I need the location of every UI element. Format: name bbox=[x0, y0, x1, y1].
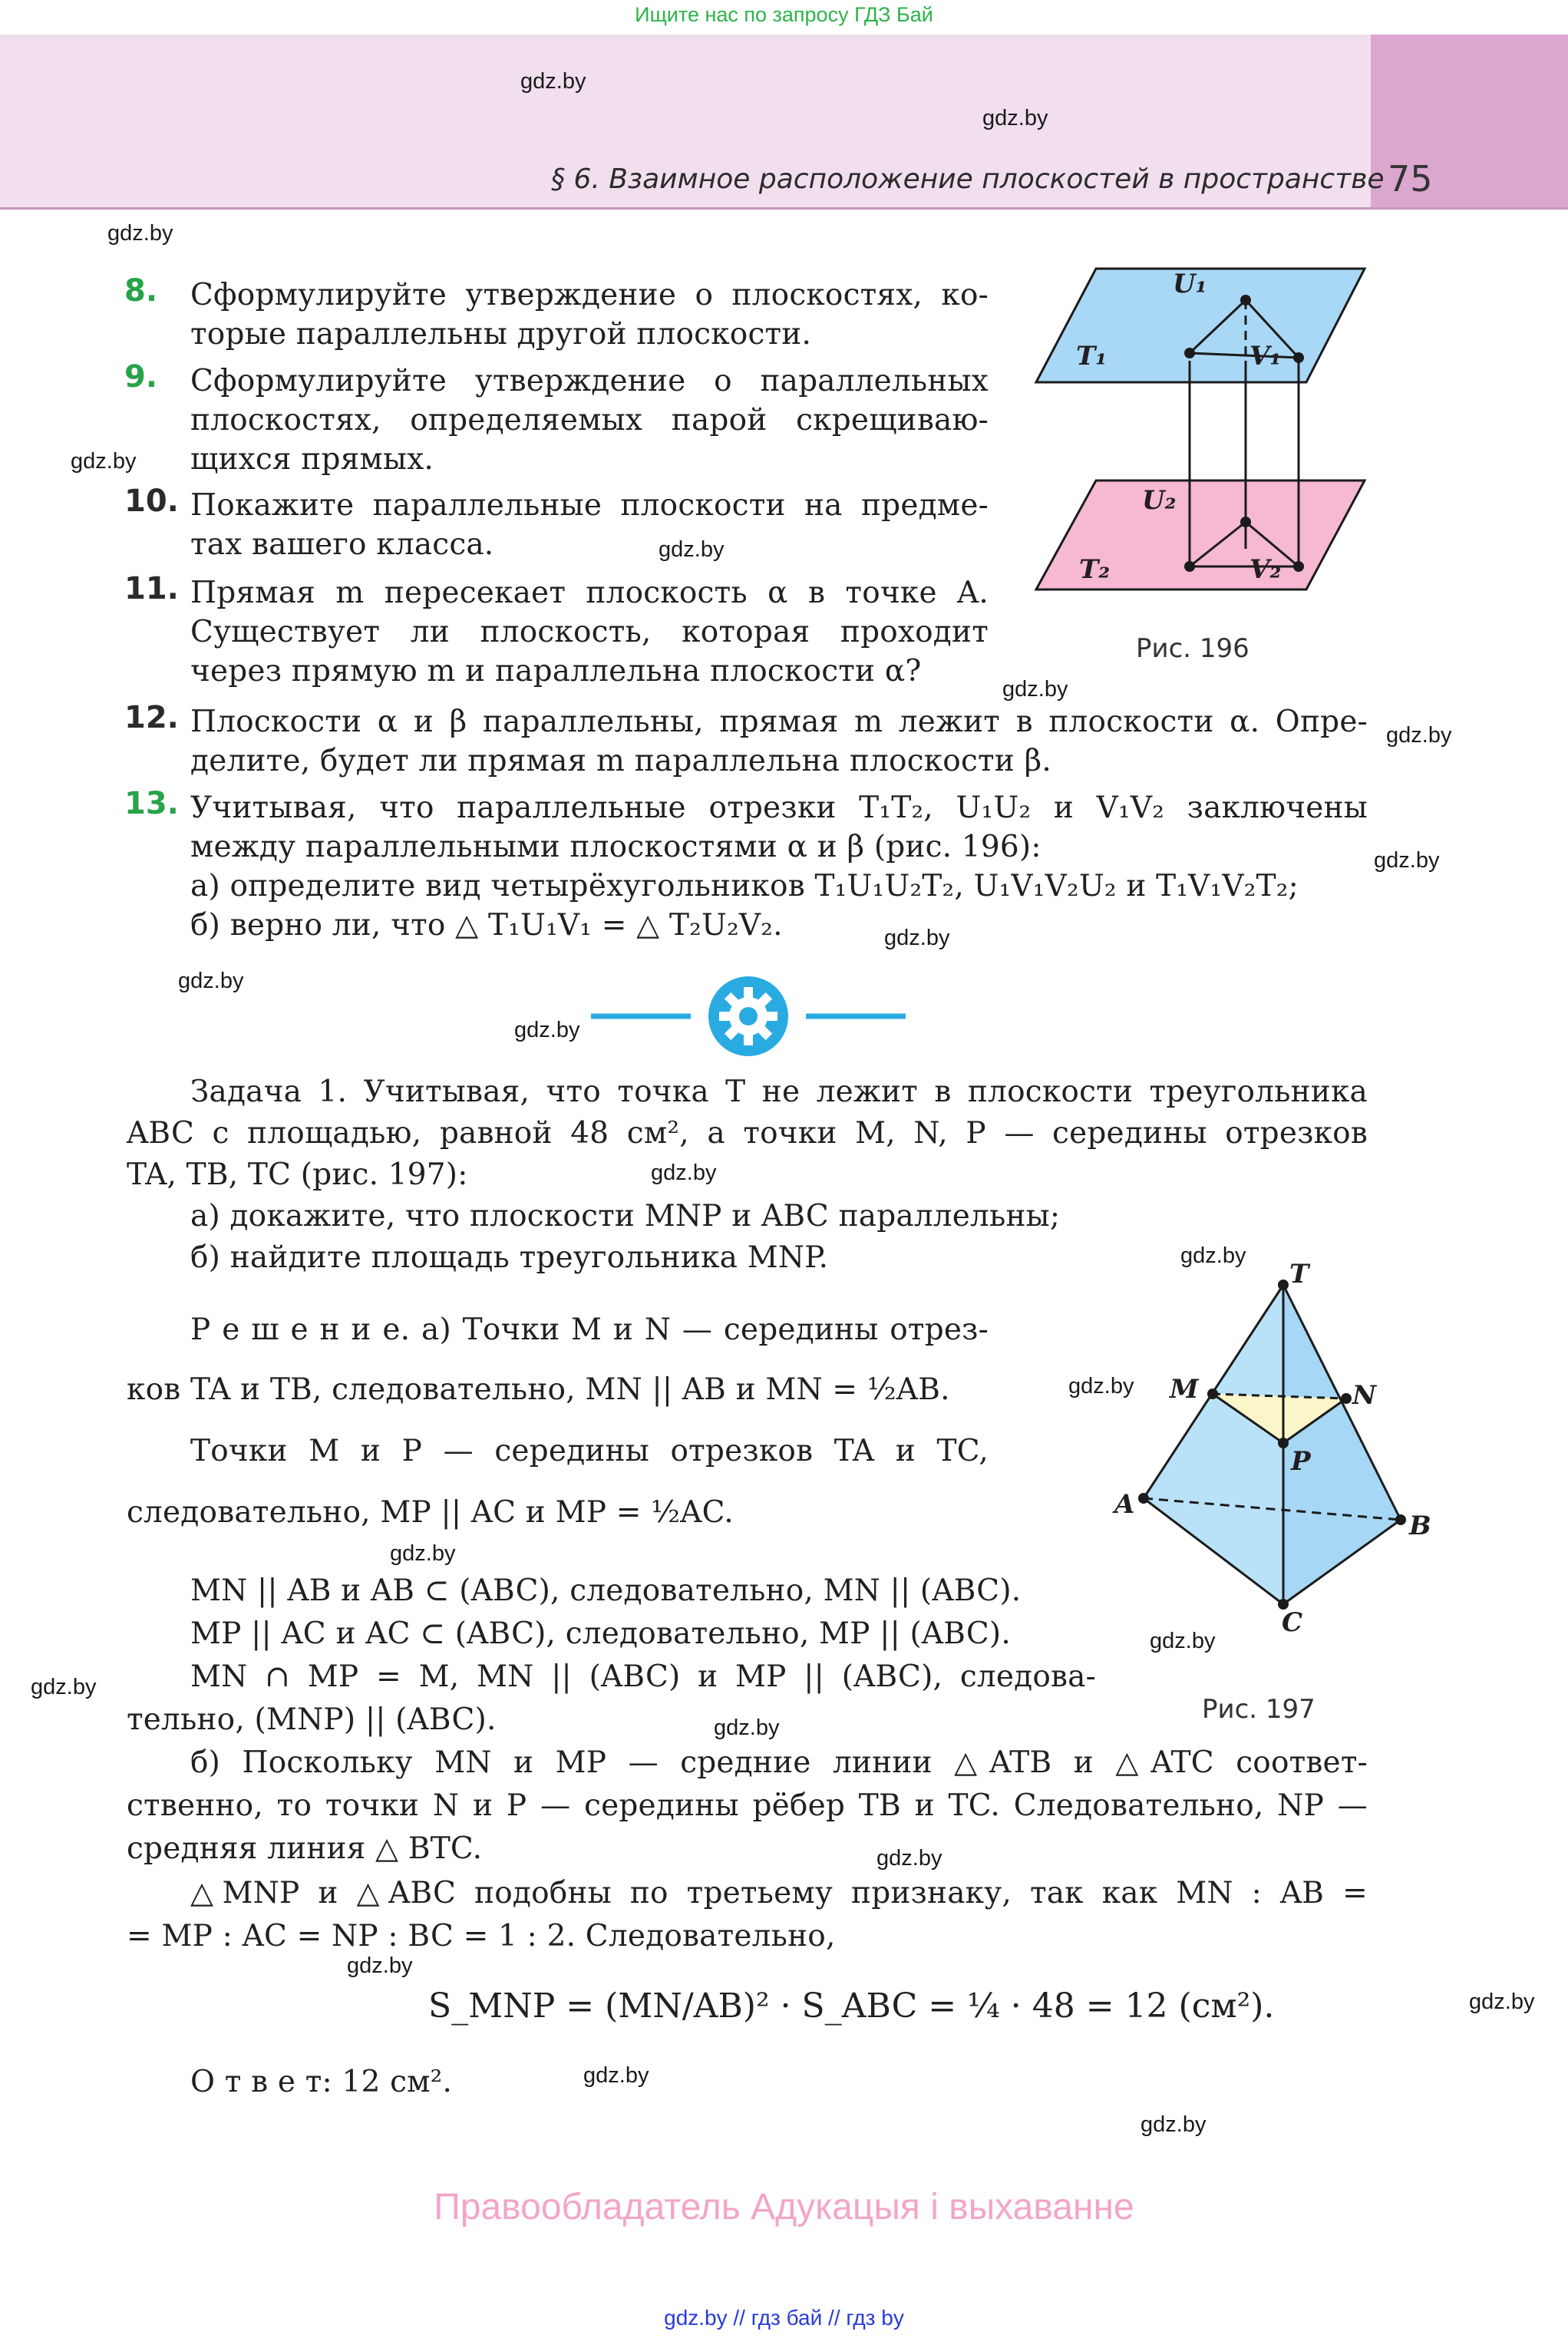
solution-line: Точки M и P — середины отрезков TA и TC, bbox=[190, 1434, 989, 1468]
question-line: через прямую m и параллельна плоскости α? bbox=[190, 654, 922, 689]
point-T1 bbox=[1184, 348, 1195, 358]
watermark: gdz.by bbox=[651, 1161, 717, 1185]
task-line: ABC с площадью, равной 48 см², а точки M, N, P — середины отрезков bbox=[127, 1116, 1368, 1151]
label-T2: T₂ bbox=[1079, 554, 1111, 585]
watermark: gdz.by bbox=[520, 69, 586, 94]
question-number: 10. bbox=[124, 484, 179, 519]
point-T2 bbox=[1184, 561, 1195, 572]
solution-line: следовательно, MP || AC и MP = ½AC. bbox=[127, 1495, 734, 1530]
solution-line: MN ∩ MP = M, MN || (ABC) и MP || (ABC), следова- bbox=[190, 1659, 1096, 1694]
point-N bbox=[1341, 1393, 1352, 1404]
watermark: gdz.by bbox=[1469, 1990, 1535, 2014]
label-A: A bbox=[1114, 1489, 1135, 1520]
point-U2 bbox=[1240, 517, 1251, 527]
question-number: 8. bbox=[124, 273, 158, 309]
question-line: Сформулируйте утверждение о плоскостях, ко- bbox=[190, 278, 989, 312]
question-number: 9. bbox=[124, 359, 158, 395]
question-line: Прямая m пересекает плоскость α в точке A. bbox=[190, 576, 989, 610]
footer-links[interactable]: gdz.by // гдз бай // гдз by bbox=[664, 2306, 904, 2330]
solution-line: MN || AB и AB ⊂ (ABC), следовательно, MN || (ABC). bbox=[190, 1574, 1022, 1608]
question-line: а) определите вид четырёхугольников T₁U₁U₂T₂, U₁V₁V₂U₂ и T₁V₁V₂T₂; bbox=[190, 869, 1299, 903]
watermark: gdz.by bbox=[583, 2063, 649, 2088]
label-U2: U₂ bbox=[1142, 485, 1177, 516]
watermark: gdz.by bbox=[347, 1953, 413, 1978]
watermark: gdz.by bbox=[178, 969, 244, 993]
question-line: Учитывая, что параллельные отрезки T₁T₂, U₁U₂ и V₁V₂ заключены bbox=[190, 791, 1368, 825]
top-banner: Ищите нас по запросу ГДЗ Бай bbox=[635, 3, 933, 26]
label-N: N bbox=[1352, 1380, 1377, 1411]
header-divider bbox=[0, 207, 1568, 210]
rights-holder: Правообладатель Адукацыя і выхаванне bbox=[434, 2187, 1134, 2227]
question-line: делите, будет ли прямая m параллельна плоскости β. bbox=[190, 744, 1051, 778]
watermark: gdz.by bbox=[1002, 677, 1068, 702]
question-number: 12. bbox=[124, 700, 179, 735]
watermark: gdz.by bbox=[71, 449, 137, 474]
answer-line: О т в е т: 12 см². bbox=[190, 2065, 453, 2099]
question-line: Плоскости α и β параллельны, прямая m лежит в плоскости α. Опре- bbox=[190, 705, 1368, 739]
question-line: между параллельными плоскостями α и β (рис. 196): bbox=[190, 830, 1041, 864]
task-line: Задача 1. Учитывая, что точка T не лежит в плоскости треугольника bbox=[190, 1075, 1368, 1109]
task-line: TA, TB, TC (рис. 197): bbox=[127, 1157, 468, 1192]
label-U1: U₁ bbox=[1173, 269, 1207, 299]
watermark: gdz.by bbox=[659, 537, 725, 562]
question-line: Сформулируйте утверждение о параллельных bbox=[190, 364, 989, 398]
watermark: gdz.by bbox=[107, 221, 173, 246]
section-title: § 6. Взаимное расположение плоскостей в пространстве bbox=[551, 163, 1385, 195]
point-B bbox=[1395, 1514, 1406, 1525]
question-line: торые параллельны другой плоскости. bbox=[190, 317, 812, 352]
task-line: б) найдите площадь треугольника MNP. bbox=[190, 1240, 829, 1275]
solution-line: тельно, (MNP) || (ABC). bbox=[127, 1702, 497, 1737]
solution-line: = MP : AC = NP : BC = 1 : 2. Следовательно, bbox=[127, 1919, 836, 1953]
question-line: Покажите параллельные плоскости на предме- bbox=[190, 488, 989, 523]
point-U1 bbox=[1240, 295, 1251, 305]
point-P bbox=[1278, 1438, 1289, 1448]
point-V1 bbox=[1293, 352, 1304, 363]
gear-divider bbox=[591, 969, 906, 1061]
solution-line: средняя линия △ BTC. bbox=[127, 1831, 483, 1866]
watermark: gdz.by bbox=[514, 1018, 580, 1042]
watermark: gdz.by bbox=[1150, 1629, 1216, 1653]
watermark: gdz.by bbox=[982, 106, 1048, 130]
solution-line: MP || AC и AC ⊂ (ABC), следовательно, MP || (ABC). bbox=[190, 1616, 1011, 1651]
label-P: P bbox=[1291, 1446, 1311, 1477]
page-number: 75 bbox=[1388, 158, 1433, 200]
label-M: M bbox=[1170, 1374, 1199, 1405]
watermark: gdz.by bbox=[1374, 848, 1440, 873]
figure-197-diagram bbox=[1105, 1266, 1451, 1627]
watermark: gdz.by bbox=[876, 1846, 942, 1871]
question-line: б) верно ли, что △ T₁U₁V₁ = △ T₂U₂V₂. bbox=[190, 908, 783, 943]
label-B: B bbox=[1409, 1511, 1431, 1541]
solution-line: ков TA и TB, следовательно, MN || AB и MN = ½AB. bbox=[127, 1372, 950, 1407]
question-line: щихся прямых. bbox=[190, 442, 434, 477]
point-V2 bbox=[1293, 561, 1304, 572]
task-line: а) докажите, что плоскости MNP и ABC параллельны; bbox=[190, 1199, 1061, 1233]
label-V2: V₂ bbox=[1249, 554, 1282, 585]
question-number: 13. bbox=[124, 786, 179, 821]
solution-line: б) Поскольку MN и MP — средние линии △ATB и △ATC соответ- bbox=[190, 1745, 1368, 1780]
watermark: gdz.by bbox=[714, 1716, 780, 1740]
point-T bbox=[1278, 1280, 1289, 1290]
solution-line: ственно, то точки N и P — середины рёбер TB и TC. Следовательно, NP — bbox=[127, 1788, 1368, 1823]
figure-197-caption: Рис. 197 bbox=[1202, 1694, 1315, 1725]
point-A bbox=[1138, 1493, 1149, 1504]
watermark: gdz.by bbox=[390, 1541, 456, 1566]
watermark: gdz.by bbox=[31, 1675, 97, 1699]
question-line: Существует ли плоскость, которая проходит bbox=[190, 615, 989, 649]
area-formula: S_MNP = (MN/AB)² · S_ABC = ¼ · 48 = 12 (см²). bbox=[428, 1986, 1275, 2026]
watermark: gdz.by bbox=[1386, 723, 1452, 748]
label-T1: T₁ bbox=[1076, 341, 1108, 372]
solution-line: △MNP и △ABC подобны по третьему признаку, так как MN : AB = bbox=[190, 1876, 1368, 1910]
figure-196-caption: Рис. 196 bbox=[1136, 633, 1249, 664]
label-C: C bbox=[1282, 1607, 1303, 1638]
watermark: gdz.by bbox=[1141, 2112, 1207, 2137]
point-M bbox=[1207, 1389, 1218, 1399]
watermark: gdz.by bbox=[884, 926, 950, 950]
label-V1: V₁ bbox=[1249, 341, 1282, 372]
label-T: T bbox=[1289, 1259, 1309, 1290]
watermark: gdz.by bbox=[1180, 1243, 1246, 1268]
question-line: тах вашего класса. bbox=[190, 527, 494, 562]
question-line: плоскостях, определяемых парой скрещиваю- bbox=[190, 403, 989, 438]
watermark: gdz.by bbox=[1068, 1374, 1134, 1399]
question-number: 11. bbox=[124, 571, 179, 606]
solution-line: Р е ш е н и е. а) Точки M и N — середины отрез- bbox=[190, 1313, 989, 1347]
